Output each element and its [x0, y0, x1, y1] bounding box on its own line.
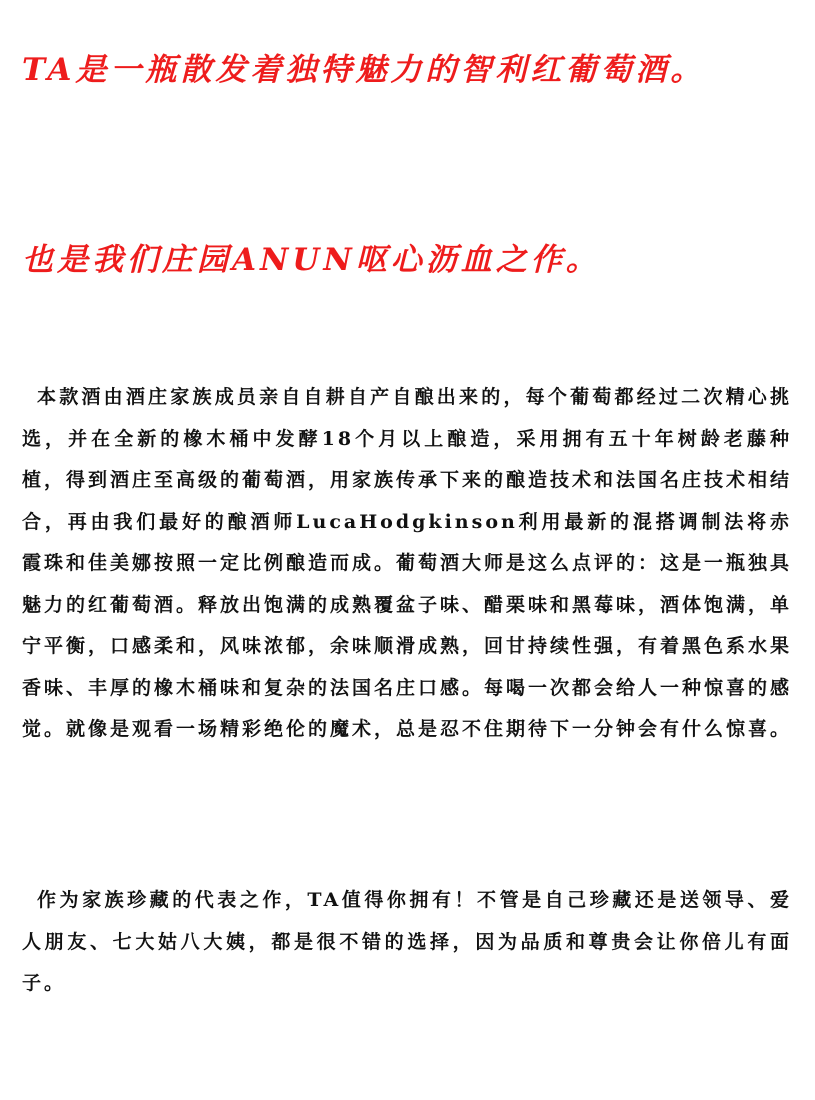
headline-wine-intro: TA是一瓶散发着独特魅力的智利红葡萄酒。: [22, 52, 706, 88]
paragraph-wine-description: 本款酒由酒庄家族成员亲自自耕自产自酿出来的，每个葡萄都经过二次精心挑选，并在全新的橡木桶中发酵18个月以上酿造，采用拥有五十年树龄老藤种植，得到酒庄至高级的葡萄酒，用家族传承下来的酿造技术和法国名庄技术相结合，再由我们最好的酿酒师LucaHodgkinson利用最新的混搭调制法将赤霞珠和佳美娜按照一定比例酿造而成。葡萄酒大师是这么点评的：这是一瓶独具魅力的红葡萄酒。释放出饱满的成熟覆盆子味、醋栗味和黑莓味，酒体饱满，单宁平衡，口感柔和，风味浓郁，余味顺滑成熟，回甘持续性强，有着黑色系水果香味、丰厚的橡木桶味和复杂的法国名庄口感。每喝一次都会给人一种惊喜的感觉。就像是观看一场精彩绝伦的魔术，总是忍不住期待下一分钟会有什么惊喜。: [22, 386, 793, 740]
headline-estate-masterpiece: 也是我们庄园ANUN呕心沥血之作。: [22, 242, 601, 278]
paragraph-collection-recommendation: 作为家族珍藏的代表之作，TA值得你拥有！不管是自己珍藏还是送领导、爱人朋友、七大姑八大姨，都是很不错的选择，因为品质和尊贵会让你倍儿有面子。: [22, 889, 792, 994]
